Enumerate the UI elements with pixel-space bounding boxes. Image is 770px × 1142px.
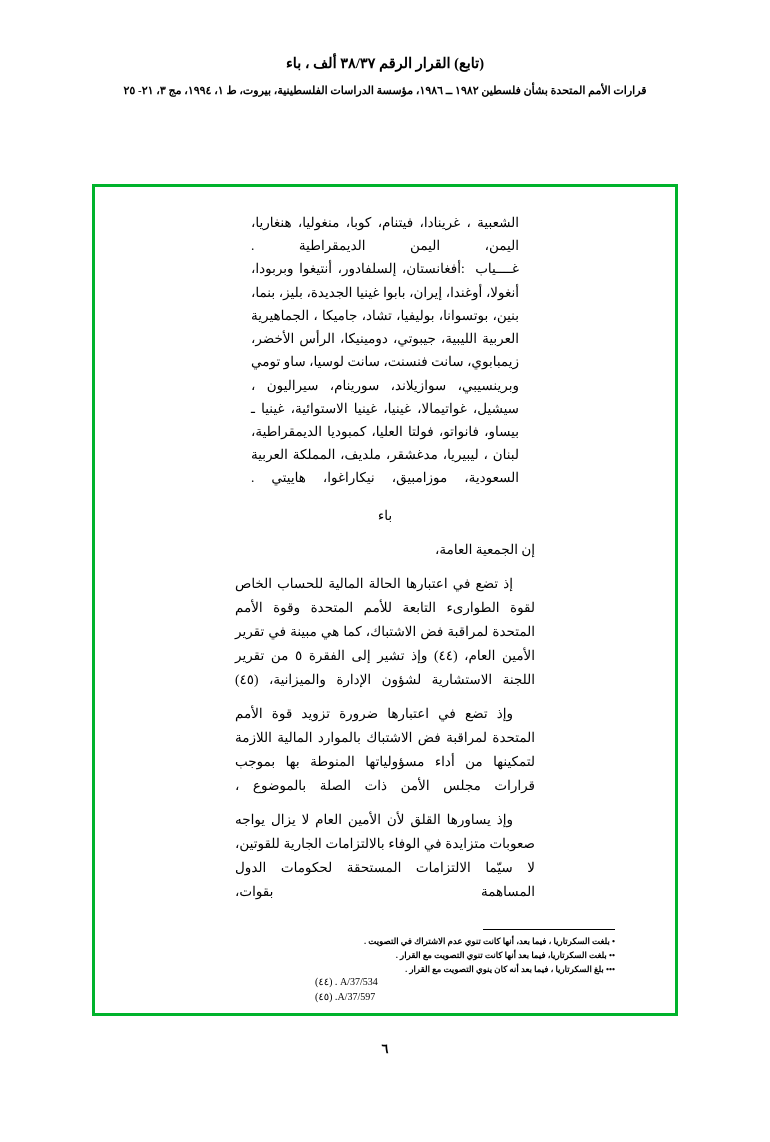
absent-label: غــــياب : [461,261,519,277]
section-letter: باء [377,507,393,523]
content-frame [92,184,678,1016]
footnote-divider [483,929,615,930]
paragraph-1-text: إذ تضع في اعتبارها الحالة المالية للحساب الخاص لقوة الطوارىء التابعة للأمم المتحدة وقوة الأمم المتحدة لمراقبة فض الاشتباك، كما هي مبينة في تقرير الأمين العام، (٤٤) وإذ تشير إلى الفقرة ٥ من تقرير اللجنة الاستشارية لشؤون الإدارة والميزانية، (٤٥) [235,575,536,687]
page-number: ٦ [381,1041,389,1056]
vote-popular-line: الشعبية ، غرينادا، فيتنام، كوبا، منغوليا، هنغاريا، اليمن، اليمن الديمقراطية . [251,215,519,254]
footnote-1: • بلغت السكرتاريا ، فيما بعد، أنها كانت تنوي عدم الاشتراك في التصويت . [363,936,615,947]
paragraph-2 [235,702,535,798]
reference-1: A/37/534 . (٤٤) [315,977,378,988]
document-page [0,56,770,1142]
content-body [95,187,675,1013]
references [315,975,615,1005]
assembly-intro: إن الجمعية العامة، [435,541,535,557]
paragraph-1 [235,572,535,692]
absent-block [251,257,519,489]
absent-list: أفغانستان، إلسلفادور، أنتيغوا وبربودا، أنغولا، أوغندا، إيران، بابوا غينيا الجديدة، بليز، بنما، بنين، بوتسوانا، بوليفيا، تشاد، جاميكا ، الجماهيرية العربية الليبية، جيبوتي، دومينيكا، الرأس الأخضر، زيمبابوي، سانت فنسنت، سانت لوسيا، ساو تومي وبرينسيبي، سوازيلاند، سورينام، سيراليون ، سيشيل، غواتيمالا، غينيا، غينيا الاستوائية، غينيا ـ بيساو، فانواتو، فولتا العليا، كمبوديا الديمقراطية، لبنان ، ليبيريا، مدغشقر، ملديف، المملكة العربية السعودية، موزامبيق، نيكاراغوا، هاييتي . [251,261,519,486]
header-subtitle: قرارات الأمم المتحدة بشأن فلسطين ١٩٨٢ ــ ١٩٨٦، مؤسسة الدراسات الفلسطينية، بيروت، ط ١، ١٩٩٤، مج ٣، ٢١- ٢٥ [123,85,647,97]
paragraph-3-text: وإذ يساورها القلق لأن الأمين العام لا يزال يواجه صعوبات متزايدة في الوفاء بالالتزامات الجارية للقوتين، لا سيّما الالتزامات المستحقة لحكومات الدول المساهمة بقوات، [235,811,535,899]
footnote-3: ••• بلغ السكرتاريا ، فيما بعد أنه كان ينوي التصويت مع القرار . [405,964,615,975]
footnote-2: •• بلغت السكرتاريا، فيما بعد أنها كانت تنوي التصويت مع القرار . [395,950,615,961]
paragraph-3 [235,808,535,904]
page-header [0,56,770,97]
header-title: (تابع) القرار الرقم ٣٨/٣٧ ألف ، باء [285,56,485,72]
paragraph-2-text: وإذ تضع في اعتبارها ضرورة تزويد قوة الأمم المتحدة لمراقبة فض الاشتباك بالموارد المالية اللازمة لتمكينها من أداء مسؤولياتها المنوطة بها بموجب قرارات مجلس الأمن ذات الصلة بالموضوع ، [235,705,535,793]
reference-2: A/37/597. (٤٥) [315,992,376,1003]
footnotes [315,929,615,977]
